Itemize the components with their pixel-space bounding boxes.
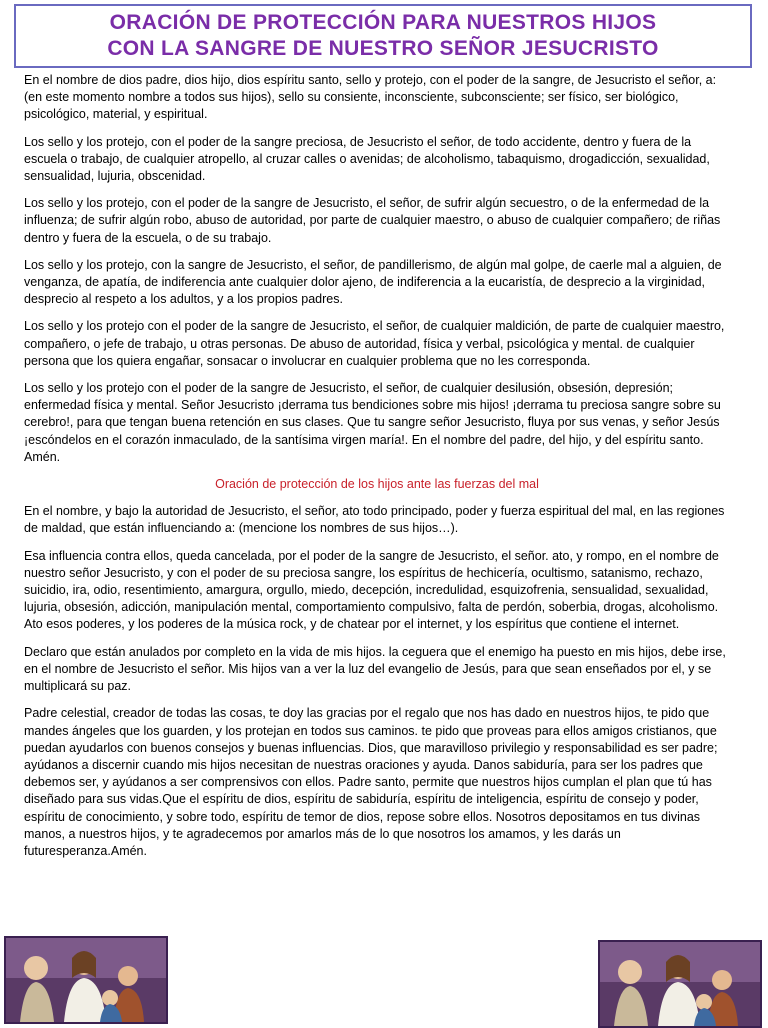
title-box (14, 4, 752, 68)
religious-image-left (4, 936, 168, 1024)
paragraph-1: En el nombre de dios padre, dios hijo, dios espíritu santo, sello y protejo, con el poder de la sangre, de Jesucristo el señor, a: (en este momento nombre a todos sus hijos), sello su consiente, inconsciente, subconsciente; ser físico, ser biológico, psicológico, material, y espiritual. (24, 73, 717, 122)
paragraph-9: Declaro que están anulados por completo en la vida de mis hijos. la ceguera que el enemigo ha puesto en mis hijos, debe irse, en el nombre de Jesucristo el señor. Mis hijos van a ver la luz del evangelio de Jesús, para que sean enseñados por el, y se multiplicará su paz. (24, 644, 726, 694)
title-line-1: ORACIÓN DE PROTECCIÓN PARA NUESTROS HIJOS (109, 11, 657, 34)
paragraph-4: Los sello y los protejo, con la sangre de Jesucristo, el señor, de pandillerismo, de algún mal golpe, de caerle mal a alguien, de venganza, de apatía, de indiferencia ante cualquier dolor ajeno, de indiferencia a la eucaristía, de desprecio a la virginidad, desprecio al respeto a los adultos, y a los propios padres. (24, 257, 722, 307)
paragraph-6: Los sello y los protejo con el poder de la sangre de Jesucristo, el señor, de cualquier desilusión, obsesión, depresión; enfermedad física y mental. Señor Jesucristo ¡derrama tus bendiciones sobre mis hijos! ¡derrama tu preciosa sangre sobre su cerebro!, para que tengan buena retención en sus clases. Que tu sangre señor Jesucristo, fluya por sus venas, y señor Jesús ¡escóndelos en el corazón inmaculado, de la santísima virgen maría!. En el nombre del padre, del hijo, y del espíritu santo. Amén. (24, 381, 721, 464)
title-line-2: CON LA SANGRE DE NUESTRO SEÑOR JESUCRISTO (107, 37, 659, 60)
jesus-with-children-illustration (6, 938, 166, 1022)
religious-image-right (598, 940, 762, 1028)
paragraph-7: En el nombre, y bajo la autoridad de Jesucristo, el señor, ato todo principado, poder y fuerza espiritual del mal, en las regiones de maldad, que están influenciando a: (mencione los nombres de sus hijos…). (24, 504, 725, 536)
paragraph-2: Los sello y los protejo, con el poder de la sangre preciosa, de Jesucristo el señor, de todo accidente, dentro y fuera de la escuela o trabajo, de cualquier atropello, al cruzar calles o avenidas; de alcoholismo, tabaquismo, drogadicción, sexualidad, sensualidad, lujuria, obscenidad. (24, 134, 710, 184)
paragraph-10: Padre celestial, creador de todas las cosas, te doy las gracias por el regalo que nos has dado en nuestros hijos, te pido que mandes ángeles que los guarden, y los protejan en todos sus caminos. te pido que proveas para ellos amigos cristianos, que puedan ayudarlos con buenos consejos y buenas influencias. Dios, que maravilloso privilegio y responsabilidad es ser padre; ayúdanos a discernir cuando mis hijos necesitan de nuestras oraciones y ayuda. Danos sabiduría, para ser los padres que debemos ser, y ayúdanos a ser comprensivos con ellos. Padre santo, permite que nuestros hijos cumplan el plan que tú has diseñado para sus vidas.Que el espíritu de dios, espíritu de sabiduría, espíritu de inteligencia, espíritu de consejo y poder, espíritu de conocimiento, y sobre todo, espíritu de temor de dios, repose sobre ellos. Nosotros depositamos en tus divinas manos, a nuestros hijos, y te agradecemos por amarlos más de lo que nosotros los amamos, y les darás un futuresperanza.Amén. (24, 706, 718, 858)
section-subtitle: Oración de protección de los hijos ante las fuerzas del mal (215, 477, 539, 492)
paragraph-5: Los sello y los protejo con el poder de la sangre de Jesucristo, el señor, de cualquier maldición, de parte de cualquier maestro, compañero, o jefe de trabajo, u otras personas. De abuso de autoridad, física y verbal, psicológica y mental. de cualquier persona que los quiera engañar, sonsacar o involucrar en cualquier problema que no les corresponda. (24, 319, 725, 368)
paragraph-3: Los sello y los protejo, con el poder de la sangre de Jesucristo, el señor, de sufrir algún secuestro, o de la enfermedad de la influenza; de sufrir algún robo, abuso de autoridad, por parte de cualquier maestro, o abuso de cualquier compañero; de riñas dentro y fuera de la escuela, o de su trabajo. (24, 196, 721, 245)
prayer-body (24, 72, 730, 870)
paragraph-8: Esa influencia contra ellos, queda cancelada, por el poder de la sangre de Jesucristo, el señor. ato, y rompo, en el nombre de nuestro señor Jesucristo, y con el poder de su preciosa sangre, los espíritus de hechicería, ocultismo, satanismo, rechazo, suicidio, ira, odio, resentimiento, amargura, orgullo, miedo, decepción, incredulidad, esquizofrenia, sensualidad, sexualidad, lujuria, obsesión, adicción, manipulación mental, comportamiento compulsivo, falta de perdón, soberbia, drogas, alcoholismo. Ato esos poderes, y los poderes de la música rock, y de chatear por el internet, y los espíritus que contiene el internet. (24, 548, 719, 632)
jesus-with-children-illustration (600, 942, 760, 1026)
